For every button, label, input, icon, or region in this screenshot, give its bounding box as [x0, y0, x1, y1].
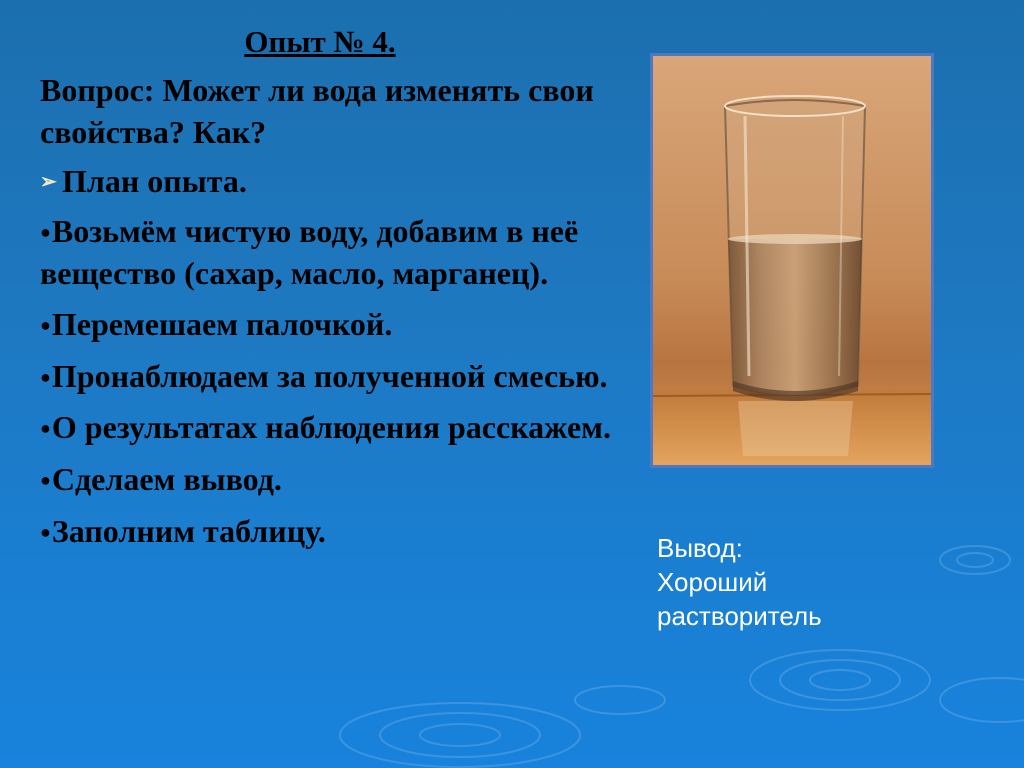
conclusion-line-2: растворитель: [657, 600, 822, 631]
step-text: О результатах наблюдения расскажем.: [51, 409, 611, 446]
slide-text-block: [40, 22, 640, 562]
glass-of-water-image: [653, 56, 931, 465]
plan-heading: [40, 161, 640, 203]
step-text: Возьмём чистую воду, добавим в неё вещество (сахар, масло, марганец).: [40, 213, 579, 291]
conclusion-block: [657, 532, 997, 633]
step-item: [40, 356, 640, 398]
step-item: [40, 211, 640, 294]
bullet-dot-icon: ●: [40, 418, 51, 439]
step-text: Пронаблюдаем за полученной смесью.: [51, 357, 608, 394]
glass-of-water-photo: [650, 53, 934, 468]
bullet-dot-icon: ●: [40, 470, 51, 491]
bullet-dot-icon: ●: [40, 366, 51, 387]
conclusion-label: Вывод:: [657, 533, 743, 563]
slide-title: Опыт № 4.: [244, 24, 396, 59]
bullet-dot-icon: ●: [40, 315, 51, 336]
step-text: Сделаем вывод.: [51, 461, 282, 498]
step-item: [40, 511, 640, 553]
bullet-dot-icon: ●: [40, 521, 51, 542]
arrow-check-icon: ➢: [40, 171, 57, 194]
step-text: Перемешаем палочкой.: [51, 306, 393, 343]
plan-label: План опыта.: [62, 163, 247, 200]
step-item: [40, 407, 640, 449]
bullet-dot-icon: ●: [40, 222, 51, 243]
question-text: Вопрос: Может ли вода изменять свои свойства? Как?: [40, 72, 594, 150]
conclusion-line-1: Хороший: [657, 566, 768, 597]
step-text: Заполним таблицу.: [51, 512, 326, 549]
step-item: [40, 459, 640, 501]
step-item: [40, 304, 640, 346]
